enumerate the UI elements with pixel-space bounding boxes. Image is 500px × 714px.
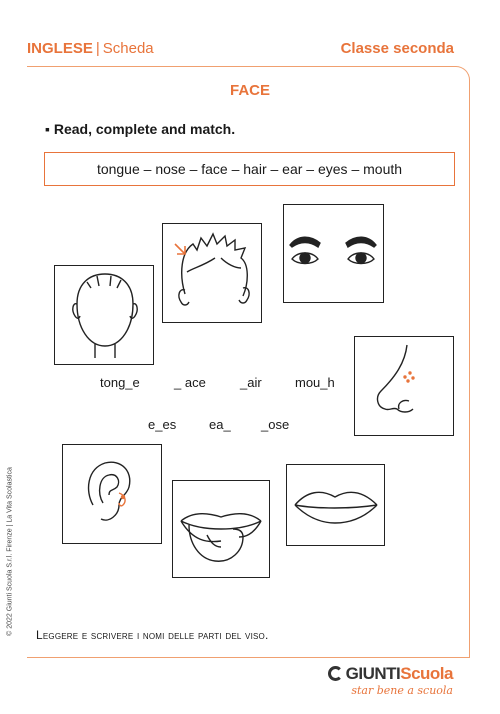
sheet-label: Scheda (102, 40, 154, 57)
word-eyes: e_es (148, 417, 177, 432)
giunti-logo-icon (328, 666, 343, 681)
brand-name: GIUNTI (345, 664, 401, 683)
word-bank-text: tongue – nose – face – hair – ear – eyes – mouth (96, 161, 403, 177)
eyes-picture (283, 204, 384, 303)
footer-instruction: Leggere e scrivere i nomi delle parti del viso. (36, 628, 269, 642)
brand-tagline: star bene a scuola (351, 684, 453, 697)
copyright-note: © 2022 Giunti Scuola S.r.l. Firenze | La Vita Scolastica (6, 467, 14, 636)
header-subject (27, 40, 154, 57)
word-tongue: tong_e (100, 375, 140, 390)
brand-logo (328, 664, 453, 697)
instruction: ▪ Read, complete and match. (45, 121, 236, 137)
header-separator: | (95, 40, 100, 57)
word-mouth: mou_h (295, 375, 335, 390)
nose-picture (354, 336, 454, 436)
class-label: Classe seconda (340, 40, 454, 57)
word-hair: _air (240, 375, 262, 390)
mouth-picture (286, 464, 385, 546)
brand-name-scuola: Scuola (400, 664, 453, 683)
word-ear: ea_ (209, 417, 231, 432)
hair-picture (162, 223, 262, 323)
word-nose: _ose (261, 417, 290, 432)
subject-label: INGLESE (27, 40, 93, 57)
tongue-picture (172, 480, 270, 578)
page-title: FACE (229, 82, 270, 99)
word-bank (44, 152, 455, 186)
face-picture (54, 265, 154, 365)
word-face: _ ace (174, 375, 206, 390)
ear-picture (62, 444, 162, 544)
